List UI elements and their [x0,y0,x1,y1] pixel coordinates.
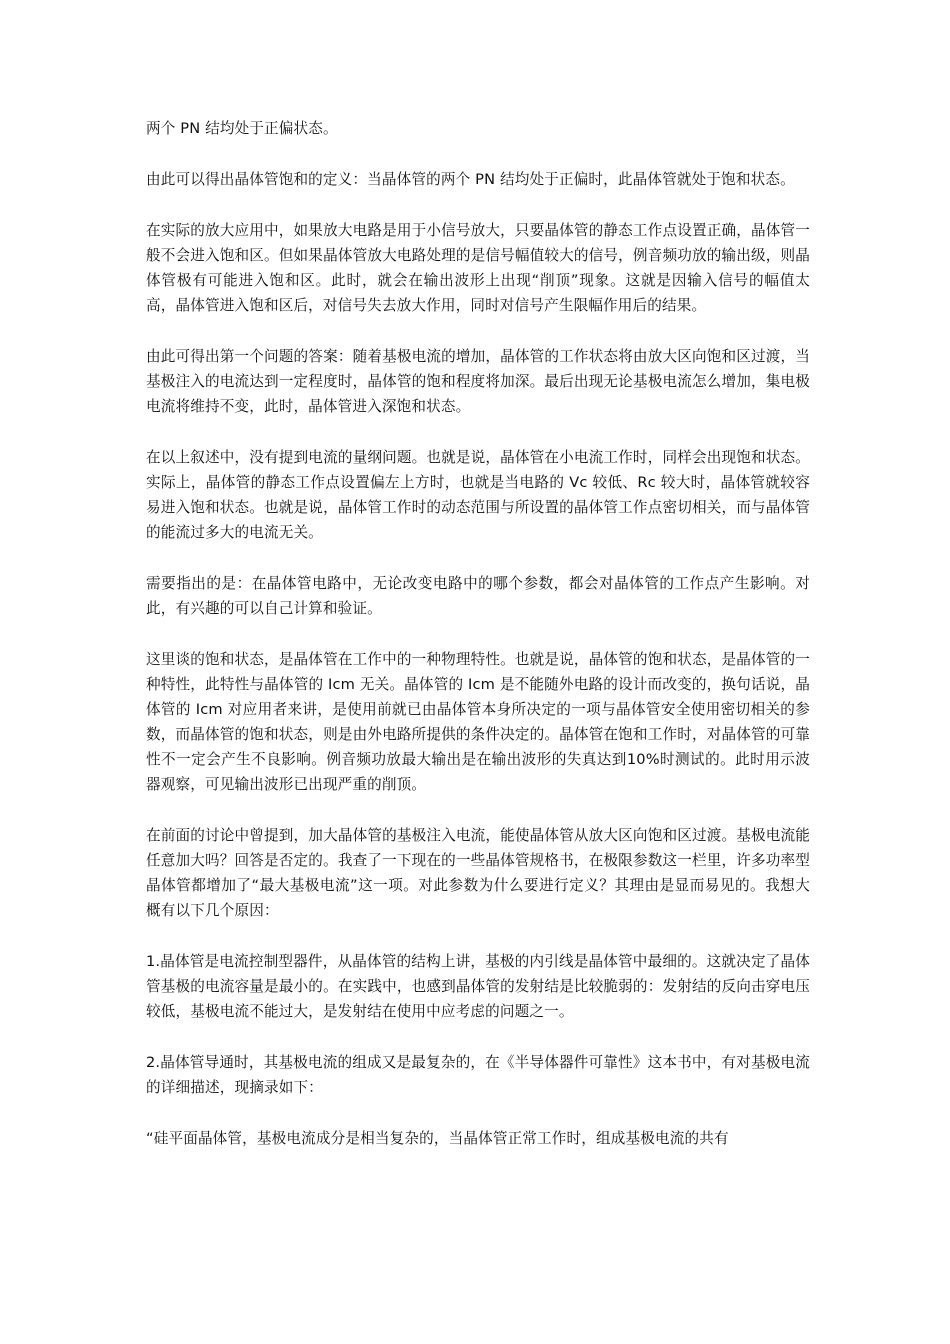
paragraph-7: 这里谈的饱和状态，是晶体管在工作中的一种物理特性。也就是说，晶体管的饱和状态，是晶体管的一种特性，此特性与晶体管的 Icm 无关。晶体管的 Icm 是不能随外电路的设计而改变的，换句话说，晶体管的 Icm 对应用者来讲，是使用前就已由晶体管本身所决定的一项与晶体管安全使用密切相关的参数，而晶体管的饱和状态，则是由外电路所提供的条件决定的。晶体管在饱和工作时，对晶体管的可靠性不一定会产生不良影响。例音频功放最大输出是在输出波形的失真达到10%时测试的。此时用示波器观察，可见输出波形已出现严重的削顶。 [146,651,810,793]
document-body [146,116,810,1177]
paragraph-10: 2.晶体管导通时，其基极电流的组成又是最复杂的，在《半导体器件可靠性》这本书中，有对基极电流的详细描述，现摘录如下： [146,1054,810,1096]
paragraph-8: 在前面的讨论中曾提到，加大晶体管的基极注入电流，能使晶体管从放大区向饱和区过渡。基极电流能任意加大吗？回答是否定的。我查了一下现在的一些晶体管规格书，在极限参数这一栏里，许多功率型晶体管都增加了“最大基极电流”这一项。对此参数为什么要进行定义？其理由是显而易见的。我想大概有以下几个原因： [146,827,810,919]
paragraph-1: 两个 PN 结均处于正偏状态。 [146,120,338,137]
paragraph-3: 在实际的放大应用中，如果放大电路是用于小信号放大，只要晶体管的静态工作点设置正确，晶体管一般不会进入饱和区。但如果晶体管放大电路处理的是信号幅值较大的信号，例音频功放的输出级，则晶体管极有可能进入饱和区。此时，就会在输出波形上出现“削顶”现象。这就是因输入信号的幅值太高，晶体管进入饱和区后，对信号失去放大作用，同时对信号产生限幅作用后的结果。 [146,222,810,314]
paragraph-6: 需要指出的是：在晶体管电路中，无论改变电路中的哪个参数，都会对晶体管的工作点产生影响。对此，有兴趣的可以自己计算和验证。 [146,575,810,617]
paragraph-11: “硅平面晶体管，基极电流成分是相当复杂的，当晶体管正常工作时，组成基极电流的共有 [146,1130,729,1147]
paragraph-4: 由此可得出第一个问题的答案：随着基极电流的增加，晶体管的工作状态将由放大区向饱和区过渡，当基极注入的电流达到一定程度时，晶体管的饱和程度将加深。最后出现无论基极电流怎么增加，集电极电流将维持不变，此时，晶体管进入深饱和状态。 [146,348,810,415]
paragraph-9: 1.晶体管是电流控制型器件，从晶体管的结构上讲，基极的内引线是晶体管中最细的。这就决定了晶体管基极的电流容量是最小的。在实践中，也感到晶体管的发射结是比较脆弱的：发射结的反向击穿电压较低，基极电流不能过大，是发射结在使用中应考虑的问题之一。 [146,953,810,1020]
paragraph-2: 由此可以得出晶体管饱和的定义：当晶体管的两个 PN 结均处于正偏时，此晶体管就处于饱和状态。 [146,171,795,188]
paragraph-5: 在以上叙述中，没有提到电流的量纲问题。也就是说，晶体管在小电流工作时，同样会出现饱和状态。实际上，晶体管的静态工作点设置偏左上方时，也就是当电路的 Vc 较低、Rc 较大时，晶体管就较容易进入饱和状态。也就是说，晶体管工作时的动态范围与所设置的晶体管工作点密切相关，而与晶体管的能流过多大的电流无关。 [146,449,810,541]
